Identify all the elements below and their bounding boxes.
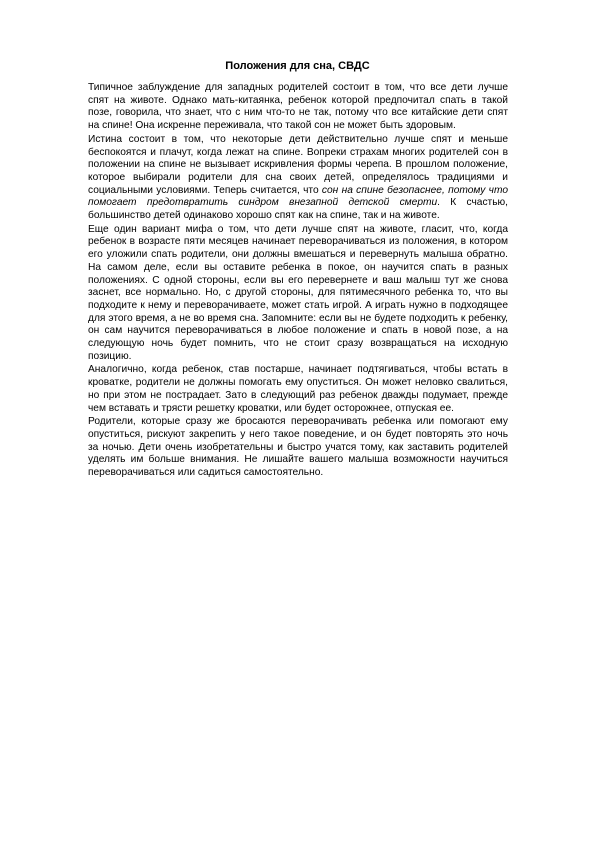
document-body [88,82,508,481]
paragraph-2 [88,134,508,223]
paragraph-1: Типичное заблуждение для западных родителей состоит в том, что все дети лучше спят на животе. Однако мать-китаянка, ребенок которой предпочитал спать в такой позе, говорила, что знает, что с ним что-то не так, потому что все китайские дети спят на спине! Она искренне переживала, что такой сон не может быть здоровым. [88,82,508,132]
paragraph-2-emphasis: сон на спине безопаснее, потому что помогает предотвратить синдром внезапной детской смерти [88,184,508,209]
paragraph-2-text-before: Истина состоит в том, что некоторые дети действительно лучше спят и меньше беспокоятся и плачут, когда лежат на спине. Вопреки страхам многих родителей сон в положении на спине не вызывает искривления формы черепа. В прошлом положение, которое выбирали родители для сна своих детей, определялось традициями и социальными условиями. Теперь считается, что [88,133,508,196]
paragraph-2-text-after: . К счастью, большинство детей одинаково хорошо спят как на спине, так и на животе. [88,197,508,222]
document-title: Положения для сна, СВДС [225,60,370,72]
paragraph-5: Родители, которые сразу же бросаются переворачивать ребенка или помогают ему опуститься, рискуют закрепить у него такое поведение, и он будет повторять это ночь за ночью. Дети очень изобретательны и быстро учатся тому, как заставить родителей уделять им больше внимания. Не лишайте вашего малыша возможности научиться переворачиваться или садиться самостоятельно. [88,416,508,479]
paragraph-4: Аналогично, когда ребенок, став постарше, начинает подтягиваться, чтобы встать в кроватке, родители не должны помогать ему опуститься. Он может неловко свалиться, но при этом не пострадает. Зато в следующий раз ребенок дважды подумает, прежде чем вставать и трясти решетку кроватки, или будет осторожнее, отпуская ее. [88,364,508,414]
paragraph-3: Еще один вариант мифа о том, что дети лучше спят на животе, гласит, что, когда ребенок в возрасте пяти месяцев начинает переворачиваться из положения, в котором его уложили спать родители, они должны вмешаться и перевернуть малыша обратно. На самом деле, если вы оставите ребенка в покое, он научится спать в разных положениях. С одной стороны, если вы его перевернете и ваш малыш тут же снова заснет, все нормально. Но, с другой стороны, для пятимесячного ребенка то, что вы подходите к нему и переворачиваете, может стать игрой. А играть нужно в подходящее для этого время, а не во время сна. Запомните: если вы не будете подходить к ребенку, он сам научится переворачиваться в любое положение и спать в новой позе, а на следующую ночь будет помнить, что не стоит сразу возвращаться на исходную позицию. [88,223,508,362]
